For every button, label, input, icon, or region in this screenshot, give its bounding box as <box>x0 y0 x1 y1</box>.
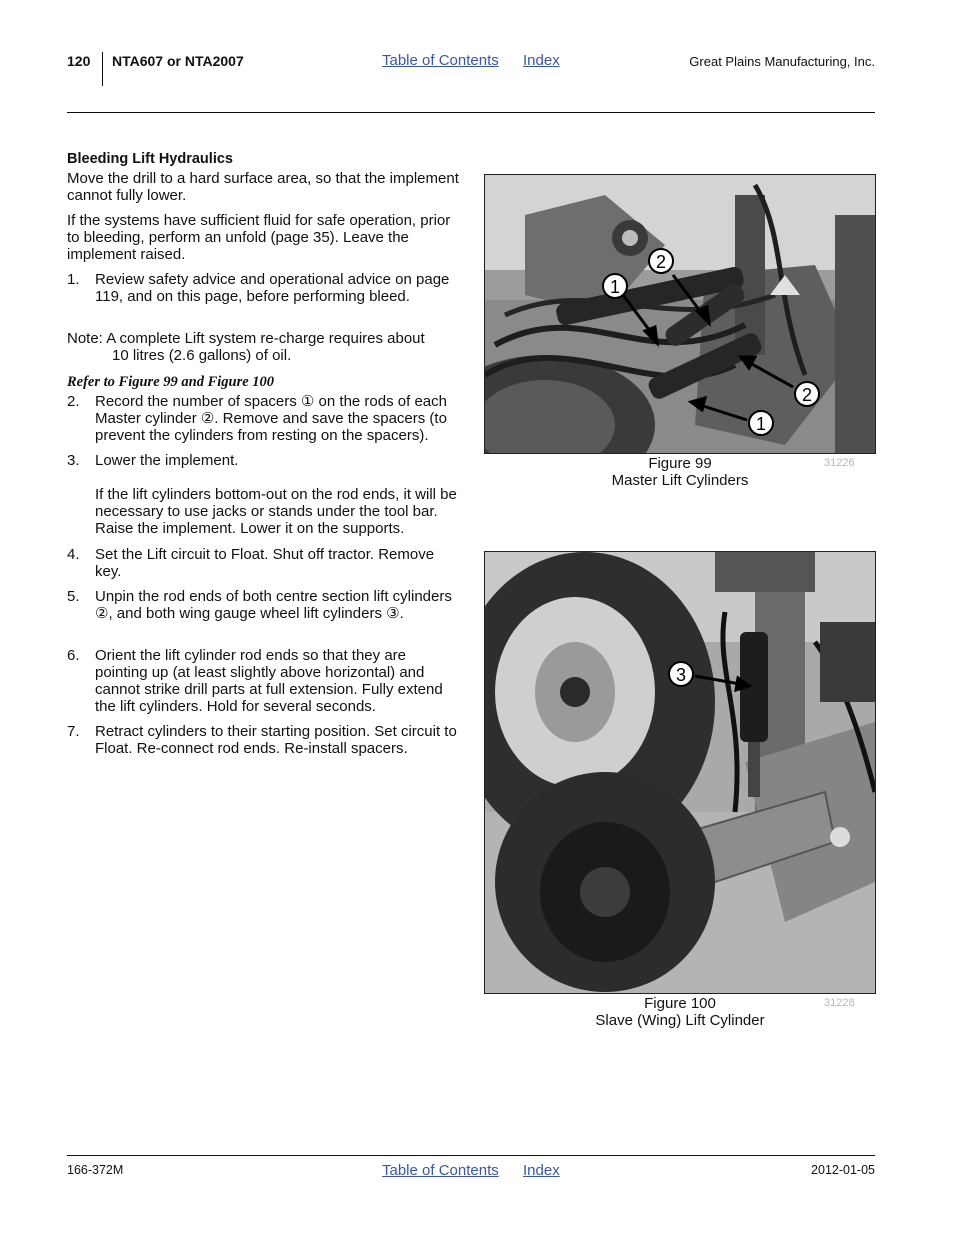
step-3-subtext: If the lift cylinders bottom-out on the rod ends, it will be necessary to use jacks or stands under the tool bar. Raise the implement. Lower it on the supports. <box>95 486 457 537</box>
fig99-callout-2b: 2 <box>801 385 813 405</box>
step-7-text: Retract cylinders to their starting position. Set circuit to Float. Re-connect rod ends. Re-install spacers. <box>95 723 457 757</box>
note <box>67 330 467 364</box>
document-date: 2012-01-05 <box>811 1163 875 1177</box>
step-1-text: Review safety advice and operational advice on page 119, and on this page, before performing bleed. <box>95 271 450 305</box>
figure-100-title: Slave (Wing) Lift Cylinder <box>595 1012 765 1029</box>
figure-99-photo <box>484 174 876 454</box>
step-6-number: 6. <box>67 647 80 664</box>
step-4-text: Set the Lift circuit to Float. Shut off tractor. Remove key. <box>95 546 435 580</box>
figure-100-caption <box>560 995 800 1029</box>
intro-paragraph: Move the drill to a hard surface area, so that the implement cannot fully lower. <box>67 170 459 204</box>
note-line-2: 10 litres (2.6 gallons) of oil. <box>112 347 292 364</box>
step-5-number: 5. <box>67 588 80 605</box>
step-4-number: 4. <box>67 546 80 563</box>
step-7 <box>67 723 462 757</box>
section-heading: Bleeding Lift Hydraulics <box>67 151 233 167</box>
figure-reference: Refer to Figure 99 and Figure 100 <box>67 374 275 390</box>
fig99-callout-1a: 1 <box>609 277 621 297</box>
step-6-text: Orient the lift cylinder rod ends so that they are pointing up (at least slightly above horizontal) and cannot strike drill parts at full extension. Fully extend the lift cylinders. Hold for several seconds. <box>95 647 443 715</box>
fig100-callout-3: 3 <box>675 665 687 685</box>
company-name: Great Plains Manufacturing, Inc. <box>689 54 875 69</box>
figure-100-label: Figure 100 <box>644 995 716 1012</box>
step-6 <box>67 647 462 715</box>
step-2-text: Record the number of spacers ① on the rods of each Master cylinder ②. Remove and save the spacers (to prevent the cylinders from resting on the spacers). <box>95 393 447 444</box>
footer-index-link[interactable]: Index <box>523 1162 560 1179</box>
figure-99-number: 31226 <box>824 457 855 469</box>
header-rule <box>67 112 875 113</box>
step-3 <box>67 452 462 537</box>
footer-toc-link[interactable]: Table of Contents <box>382 1162 499 1179</box>
step-1 <box>67 271 462 305</box>
note-label: Note: <box>67 330 103 347</box>
step-1-number: 1. <box>67 271 80 288</box>
page-number: 120 <box>67 53 91 69</box>
figure-99-caption <box>585 455 775 489</box>
footer-rule <box>67 1155 875 1156</box>
figure-99-title: Master Lift Cylinders <box>611 472 749 489</box>
header-divider <box>102 52 103 86</box>
manual-model: NTA607 or NTA2007 <box>112 53 244 69</box>
step-2-number: 2. <box>67 393 80 410</box>
header-toc-link[interactable]: Table of Contents <box>382 52 499 69</box>
step-5 <box>67 588 462 622</box>
step-2 <box>67 393 462 444</box>
step-4 <box>67 546 462 580</box>
figure-100-number: 31228 <box>824 997 855 1009</box>
step-7-number: 7. <box>67 723 80 740</box>
header-index-link[interactable]: Index <box>523 52 560 69</box>
note-line-1: A complete Lift system re-charge requires about <box>106 330 425 347</box>
figure-100-photo <box>484 551 876 994</box>
step-3-text: Lower the implement. <box>95 452 239 469</box>
figure-99-label: Figure 99 <box>648 455 712 472</box>
step-3-number: 3. <box>67 452 80 469</box>
fluid-paragraph: If the systems have sufficient fluid for safe operation, prior to bleeding, perform an unfold (page 35). Leave the implement raised. <box>67 212 451 263</box>
fig99-callout-1b: 1 <box>755 414 767 434</box>
step-5-text: Unpin the rod ends of both centre section lift cylinders ②, and both wing gauge wheel lift cylinders ③. <box>95 588 452 622</box>
fig99-callout-2a: 2 <box>655 252 667 272</box>
document-number: 166-372M <box>67 1163 124 1177</box>
